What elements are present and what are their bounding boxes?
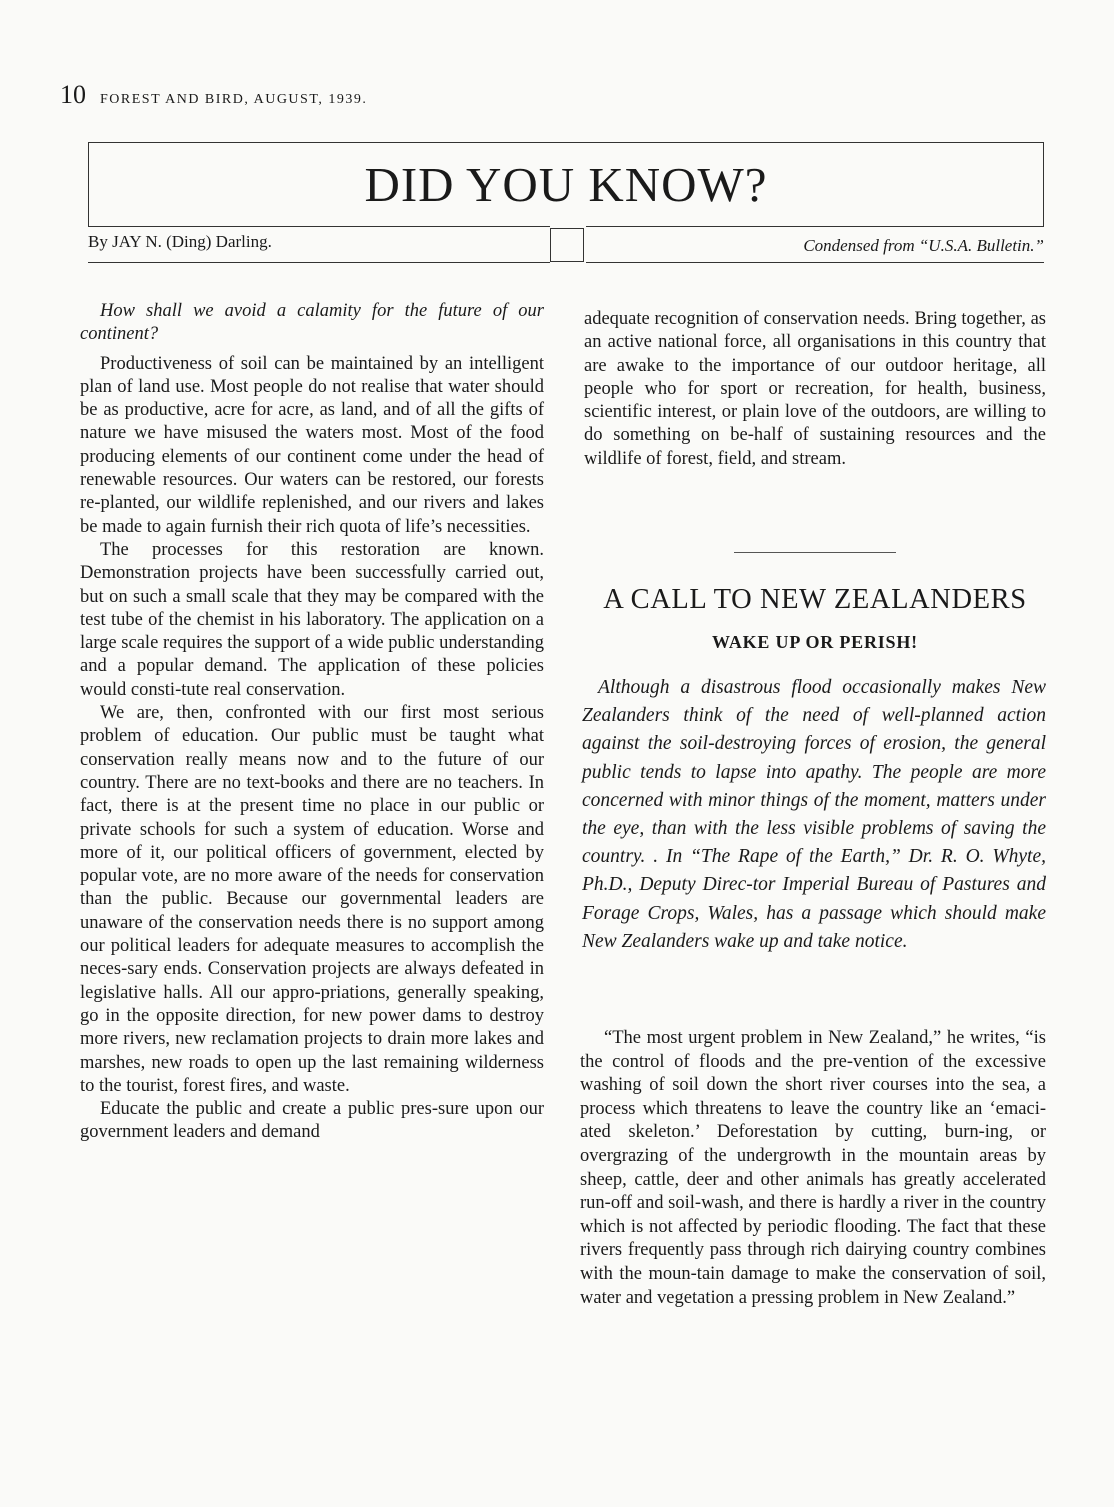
section-divider xyxy=(734,552,896,553)
source-credit: Condensed from “U.S.A. Bulletin.” xyxy=(803,236,1044,255)
rule-divider xyxy=(586,262,1044,263)
left-column xyxy=(80,300,544,1145)
byline-row xyxy=(88,226,1044,266)
quote-paragraph: “The most urgent problem in New Zealand,” he writes, “is the control of floods and the pre-vention of the excessive washing of soil down the short river courses into the sea, a process which threatens to leave the country like an ‘emaci-ated skeleton.’ Deforestation by cutting, burn-ing, or overgrazing of the undergrowth in the mountain areas by sheep, cattle, deer and other animals has greatly accelerated run-off and soil-wash, and there is hardly a river in the country which is not affected by periodic flooding. The fact that these rivers frequently pass through rich dairying country combines with the moun-tain damage to make the conservation of soil, water and vegetation a pressing problem in New Zealand.” xyxy=(580,1028,1046,1308)
body-paragraph: Educate the public and create a public pres-sure upon our government leaders and demand xyxy=(80,1099,544,1143)
body-paragraph: The processes for this restoration are known. Demonstration projects have been successfully carried out, but on such a small scale that they may be compared with the test tube of the chemist in his laboratory. The application on a large scale requires the support of a wide public understanding and a popular demand. The application of these policies would consti-tute real conservation. xyxy=(80,539,544,700)
rule-divider xyxy=(88,262,550,263)
rule-divider xyxy=(88,226,550,227)
running-head xyxy=(60,80,367,110)
page-number: 10 xyxy=(60,80,86,109)
byline: By JAY N. (Ding) Darling. xyxy=(88,232,272,251)
running-title: FOREST AND BIRD, AUGUST, 1939. xyxy=(100,92,368,107)
intro-paragraph: Although a disastrous flood occasionally makes New Zealanders think of the need of well-planned action against the soil-destroying forces of erosion, the general public tends to lapse into apathy. The people are more concerned with minor things of the moment, matters under the eye, than with the less visible problems of saving the country. . In “The Rape of the Earth,” Dr. R. O. Whyte, Ph.D., Deputy Direc-tor Imperial Bureau of Pastures and Forage Crops, Wales, has a passage which should make New Zealanders wake up and take notice. xyxy=(582,677,1046,952)
title-box xyxy=(88,142,1044,226)
continued-paragraph: adequate recognition of conservation needs. Bring together, as an active national force, all organisations in this country that are awake to the importance of our outdoor heritage, all people who for sport or recreation, for health, business, scientific interest, or plain love of the outdoors, are willing to do something on be-half of sustaining resources and the wildlife of forest, field, and stream. xyxy=(584,309,1046,469)
right-column xyxy=(584,308,1046,471)
body-paragraph: Productiveness of soil can be maintained by an intelligent plan of land use. Most people do not realise that water should be as productive, acre for acre, as land, and of all the gifts of nature we have misused the waters most. Most of the food producing elements of our continent come under the head of renewable resources. Our waters can be restored, our forests re-planted, our wildlife replenished, and our rivers and lakes be made to again furnish their rich quota of life’s necessities. xyxy=(80,353,544,537)
body-paragraph: We are, then, confronted with our first most serious problem of education. Our public must be taught what conservation really means now and to the future of our country. There are no text-books and there are no teachers. In fact, there is at the present time no place in our public or private schools for such a system of education. Worse and more of it, our political officers of government, elected by popular vote, are no more aware of the needs for conservation than the public. Because our governmental leaders are unaware of the conservation needs there is no support among our political leaders for adequate measures to accomplish the neces-sary ends. Conservation projects are always defeated in legislative halls. All our appro-priations, generally speaking, go in the opposite direction, for new power dams to destroy more rivers, new reclamation projects to drain more lakes and marshes, new roads to open up the last remaining wilderness to the tourist, forest fires, and waste. xyxy=(80,703,544,1096)
section-title: A CALL TO NEW ZEALANDERS xyxy=(603,584,1027,615)
article-title: DID YOU KNOW? xyxy=(364,157,768,212)
section-subtitle: WAKE UP OR PERISH! xyxy=(712,632,918,652)
lead-question: How shall we avoid a calamity for the future of our continent? xyxy=(80,301,544,345)
ornament-box xyxy=(550,228,584,262)
rule-divider xyxy=(586,226,1044,227)
